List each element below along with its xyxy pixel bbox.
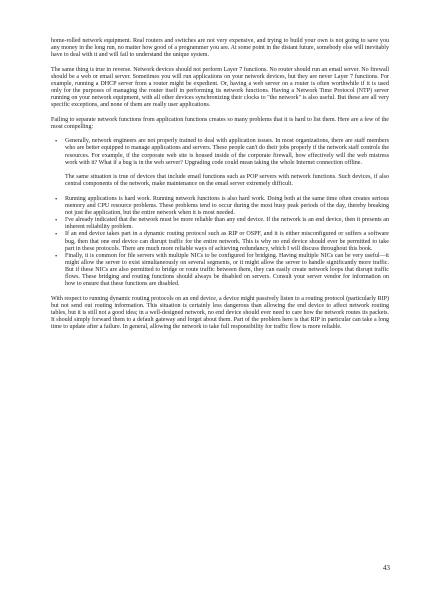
bullet-bridging: Finally, it is common for file servers with multiple NICs to be configured for bridging. Having multiple NICs can be very useful—it might allow the server to exist simultaneously on several segments, or it might allow the server to handle significantly more traffic. But if these NICs are also permitted to bridge or route traffic between them, they can easily create network loops that disrupt traffic flows. These bridging and routing functions should always be disabled on servers. Consult your server vendor for information on how to ensure that these functions are disabled. <box>65 252 389 288</box>
list-item <box>51 253 389 289</box>
bullet-resources: Running applications is hard work. Running network functions is also hard work. Doing both at the same time often creates serious memory and CPU resource problems. These problems tend to occur during the most busy peak periods of the day, thereby breaking not just the application, but the entire network when it is most needed. <box>65 195 389 216</box>
bullet-routing-protocols: If an end device takes part in a dynamic routing protocol such as RIP or OSPF, and it is either misconfigured or suffers a software bug, then that one end device can disrupt traffic for the entire network. This is why no end device should ever be permitted to take part in these protocols. There are much more reliable ways of achieving redundancy, which I will discuss throughout this book. <box>65 231 389 252</box>
bullet-training-subparagraph: The same situation is true of devices that include email functions such as POP servers with network functions. Such devices, if also central components of the network, make maintenance on the email server extremely difficult. <box>65 174 389 188</box>
paragraph-problems-lead: Failing to separate network functions from application functions creates so many problems that it is hard to list them. Here are a few of the most compelling: <box>51 116 389 130</box>
list-item <box>51 196 389 217</box>
list-item <box>51 217 389 231</box>
problems-list <box>51 138 389 288</box>
list-item <box>51 231 389 252</box>
bullet-training: Generally, network engineers are not properly trained to deal with application issues. In most organizations, there are staff members who are better equipped to manage applications and servers. These people can't do their jobs properly if the network staff controls the resources. For example, if the corporate web site is housed inside of the corporate firewall, how effectively will the web mistress work with it? What if a bug is in the web server? Upgrading code could mean taking the whole Internet connection offline. <box>65 138 389 166</box>
bullet-reliability: I've already indicated that the network must be more reliable than any end device. If the network is an end device, then it presents an inherent reliability problem. <box>65 217 389 231</box>
paragraph-intro: home-rolled network equipment. Real routers and switches are not very expensive, and trying to build your own is not going to save you any money in the long run, no matter how good of a programmer you are. At some point in the distant future, somebody else will inevitably have to deal with it and will fail to understand the unique system. <box>51 38 389 59</box>
paragraph-layer7: The same thing is true in reverse. Network devices should not perform Layer 7 functions. No router should run an email server. No firewall should be a web or email server. Sometimes you will run applications on your network devices, but they are never Layer 7 functions. For example, running a DHCP server from a router might be expedient. Or, having a web server on a router is often worthwhile if it is used only for the purposes of managing the router itself in performing its network functions. Having a Network Time Protocol (NTP) server running on your network equipment, with all other devices synchronizing their clocks to "the network" is also useful. But these are all very specific exceptions, and none of them are really user applications. <box>51 66 389 109</box>
paragraph-dynamic-routing: With respect to running dynamic routing protocols on an end device, a device might passively listen to a routing protocol (particularly RIP) but not send out routing information. This situation is certainly less dangerous than allowing the end device to affect network routing tables, but it is still not a good idea; in a well-designed network, no end device should ever need to care how the network routes its packets. It should simply forward them to a default gateway and forget about them. Part of the problem here is that RIP in particular can take a long time to update after a failure. In general, allowing the network to take full responsibility for traffic flow is more reliable. <box>51 295 389 331</box>
page-number: 43 <box>382 564 390 572</box>
list-item <box>51 138 389 188</box>
